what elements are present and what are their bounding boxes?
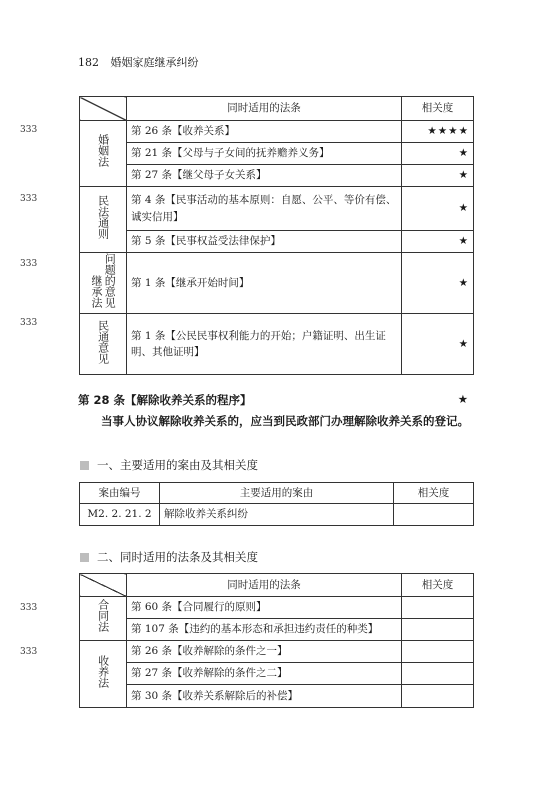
column-header: 主要适用的案由 bbox=[160, 483, 394, 504]
column-header: 同时适用的法条 bbox=[127, 97, 402, 121]
concurrent-laws-table bbox=[79, 96, 474, 375]
category-cell bbox=[80, 187, 127, 253]
section-title: 二、同时适用的法条及其相关度 bbox=[97, 550, 258, 564]
column-header: 同时适用的法条 bbox=[127, 574, 402, 597]
section-title: 一、主要适用的案由及其相关度 bbox=[97, 458, 258, 472]
law-cell: 第 107 条【违约的基本形态和承担违约责任的种类】 bbox=[127, 619, 402, 641]
category-cell bbox=[80, 597, 127, 641]
column-header: 相关度 bbox=[402, 97, 474, 121]
law-cell: 第 26 条【收养关系】 bbox=[127, 121, 402, 143]
relevance-cell bbox=[394, 504, 474, 526]
relevance-cell bbox=[402, 663, 474, 685]
section-heading bbox=[80, 549, 258, 565]
law-cell: 第 27 条【收养解除的条件之二】 bbox=[127, 663, 402, 685]
law-cell: 第 26 条【收养解除的条件之一】 bbox=[127, 641, 402, 663]
relevance-cell bbox=[402, 641, 474, 663]
relevance-stars: ★ bbox=[402, 253, 474, 314]
relevance-stars: ★ bbox=[402, 231, 474, 253]
law-cell: 第 27 条【继父母子女关系】 bbox=[127, 165, 402, 187]
margin-label: 333 bbox=[20, 603, 38, 613]
category-label: 民通意见 bbox=[96, 319, 110, 364]
law-cell: 第 1 条【公民民事权利能力的开始；户籍证明、出生证明、其他证明】 bbox=[127, 314, 402, 375]
law-cell: 第 60 条【合同履行的原则】 bbox=[127, 597, 402, 619]
category-label: 合同法 bbox=[96, 599, 110, 633]
square-bullet-icon bbox=[80, 461, 89, 470]
category-cell bbox=[80, 641, 127, 708]
margin-label: 333 bbox=[20, 318, 38, 328]
section-heading bbox=[80, 457, 258, 473]
relevance-cell bbox=[402, 597, 474, 619]
relevance-stars: ★ bbox=[402, 143, 474, 165]
column-header: 案由编号 bbox=[80, 483, 160, 504]
column-header: 相关度 bbox=[402, 574, 474, 597]
law-cell: 第 5 条【民事权益受法律保护】 bbox=[127, 231, 402, 253]
category-label: 收养法 bbox=[96, 654, 110, 688]
article-heading bbox=[78, 392, 474, 408]
diagonal-header-cell bbox=[80, 574, 127, 597]
category-cell bbox=[80, 314, 127, 375]
diagonal-header-cell bbox=[80, 97, 127, 121]
category-cell bbox=[80, 253, 127, 314]
square-bullet-icon bbox=[80, 553, 89, 562]
relevance-stars: ★ bbox=[402, 187, 474, 231]
relevance-cell bbox=[402, 685, 474, 708]
article-stars: ★ bbox=[457, 392, 468, 406]
article-body: 当事人协议解除收养关系的，应当到民政部门办理解除收养关系的登记。 bbox=[101, 414, 469, 428]
margin-label: 333 bbox=[20, 125, 38, 135]
page-header bbox=[78, 54, 199, 70]
law-cell: 第 4 条【民事活动的基本原则：自愿、公平、等价有偿、诚实信用】 bbox=[127, 187, 402, 231]
law-cell: 第 21 条【父母与子女间的抚养赡养义务】 bbox=[127, 143, 402, 165]
category-cell bbox=[80, 121, 127, 187]
case-cause-table bbox=[79, 482, 474, 526]
book-title: 婚姻家庭继承纠纷 bbox=[110, 56, 199, 69]
law-cell: 第 1 条【继承开始时间】 bbox=[127, 253, 402, 314]
margin-label: 333 bbox=[20, 194, 38, 204]
category-label: 问题的意见 bbox=[103, 253, 117, 308]
case-cause: 解除收养关系纠纷 bbox=[160, 504, 394, 526]
relevance-stars: ★ bbox=[402, 165, 474, 187]
case-code: M2. 2. 21. 2 bbox=[80, 504, 160, 526]
category-label: 婚姻法 bbox=[96, 134, 110, 168]
column-header: 相关度 bbox=[394, 483, 474, 504]
relevance-stars: ★★★★ bbox=[402, 121, 474, 143]
concurrent-laws-table-2 bbox=[79, 573, 474, 708]
margin-label: 333 bbox=[20, 259, 38, 269]
law-cell: 第 30 条【收养关系解除后的补偿】 bbox=[127, 685, 402, 708]
relevance-cell bbox=[402, 619, 474, 641]
category-label: 继承法 bbox=[90, 275, 103, 308]
relevance-stars: ★ bbox=[402, 314, 474, 375]
page-number: 182 bbox=[78, 56, 99, 69]
category-label: 民法通则 bbox=[96, 194, 110, 239]
margin-label: 333 bbox=[20, 647, 38, 657]
article-title: 第 28 条【解除收养关系的程序】 bbox=[78, 393, 252, 407]
